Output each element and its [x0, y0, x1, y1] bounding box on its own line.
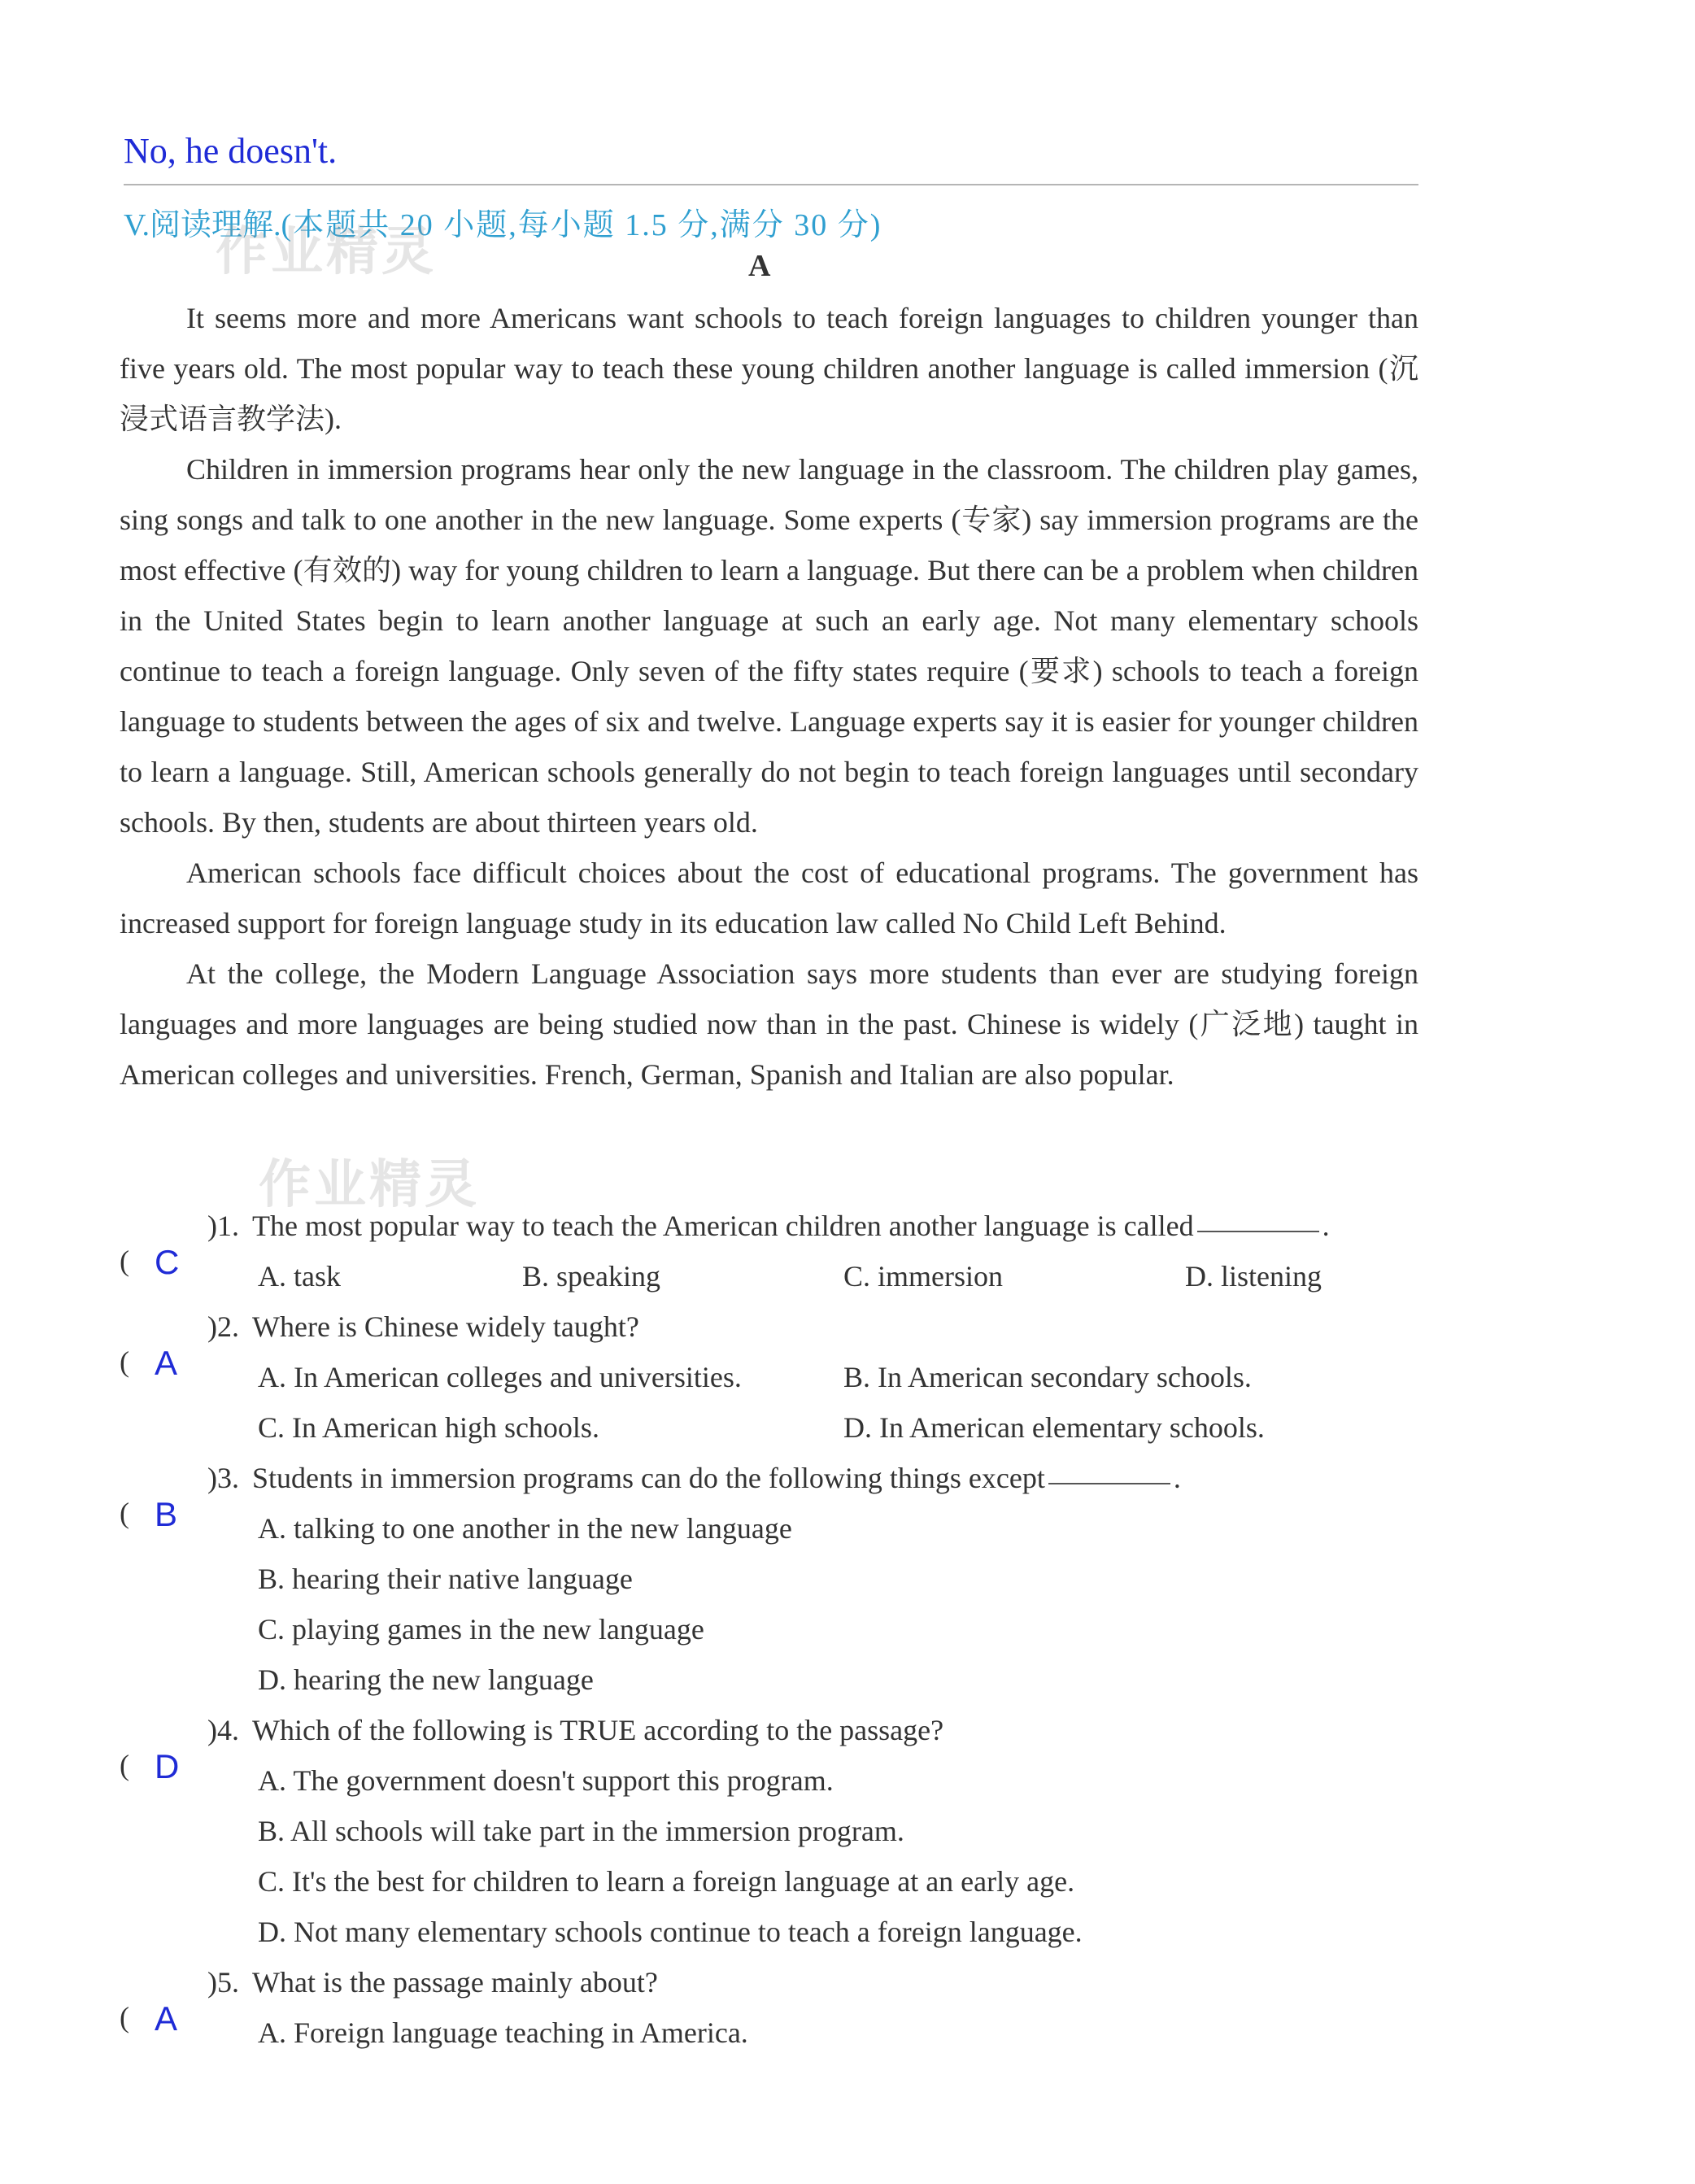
option-list — [120, 1503, 1421, 1705]
question-number: )5. — [207, 1966, 239, 1999]
paragraph: Children in immersion programs hear only the new language in the classroom. The children play games, sing songs and talk to one another in the new language. Some experts (专家) say immersion programs are the most effective (有效的) way for young children to learn a language. But there can be a problem when children in the United States begin to learn another language at such an early age. Not many elementary schools continue to teach a foreign language. Only seven of the fifty states require (要求) schools to teach a foreign language to students between the ages of six and twelve. Language experts say it is easier for younger children to learn a language. Still, American schools generally do not begin to teach foreign languages until secondary schools. By then, students are about thirteen years old. — [120, 453, 1418, 839]
option: D. hearing the new language — [258, 1663, 594, 1696]
option: A. In American colleges and universities. — [258, 1361, 742, 1393]
question-text: What is the passage mainly about? — [252, 1966, 658, 1999]
option-row — [120, 1402, 1421, 1453]
section-title: V.阅读理解. — [124, 208, 281, 242]
option-row — [120, 1352, 1421, 1402]
option: A. Foreign language teaching in America. — [258, 2016, 748, 2049]
option: C. It's the best for children to learn a foreign language at an early age. — [258, 1865, 1075, 1898]
question-list — [120, 1201, 1421, 2058]
bracket-open: ( — [120, 1497, 129, 1529]
section-subtitle: (本题共 20 小题,每小题 1.5 分,满分 30 分) — [281, 208, 882, 242]
question-text: Students in immersion programs can do the following things except — [252, 1462, 1045, 1494]
option: B. speaking — [522, 1260, 660, 1293]
bracket-open: ( — [120, 1749, 129, 1781]
option: C. immersion — [843, 1260, 1003, 1293]
option: B. hearing their native language — [258, 1563, 633, 1595]
answer-letter: C — [155, 1243, 180, 1281]
option: B. In American secondary schools. — [843, 1361, 1252, 1393]
bracket-open: ( — [120, 1245, 129, 1277]
answer-letter: B — [155, 1495, 178, 1533]
option: C. In American high schools. — [258, 1411, 599, 1444]
option: D. In American elementary schools. — [843, 1411, 1265, 1444]
question-number: )2. — [207, 1310, 239, 1343]
option: C. playing games in the new language — [258, 1613, 704, 1646]
answer-letter: D — [155, 1747, 180, 1785]
option: A. The government doesn't support this program. — [258, 1764, 834, 1797]
question-text: Which of the following is TRUE according to the passage? — [252, 1714, 944, 1746]
bracket-open: ( — [120, 1345, 129, 1378]
question-text: The most popular way to teach the American children another language is called — [252, 1210, 1194, 1242]
option-row — [120, 1251, 1421, 1301]
handwritten-answer: No, he doesn't. — [124, 131, 338, 171]
watermark: 作业精灵 — [216, 222, 437, 282]
option: B. All schools will take part in the immersion program. — [258, 1815, 904, 1847]
bracket-open: ( — [120, 2001, 129, 2034]
answer-blank — [1048, 1483, 1170, 1484]
watermark: 作业精灵 — [259, 1155, 480, 1215]
question-number: )1. — [207, 1210, 239, 1242]
question-number: )3. — [207, 1462, 239, 1494]
paragraph: At the college, the Modern Language Association says more students than ever are studying foreign languages and more languages are being studied now than in the past. Chinese is widely (广泛地) taught in American colleges and universities. French, German, Spanish and Italian are also popular. — [120, 957, 1418, 1091]
option-list — [120, 1755, 1421, 1957]
divider — [124, 184, 1418, 185]
option-list — [120, 2007, 1421, 2058]
paragraph: It seems more and more Americans want schools to teach foreign languages to children younger than five years old. The most popular way to teach these young children another language is called immersion (沉浸式语言教学法). — [120, 302, 1418, 435]
option: D. Not many elementary schools continue to teach a foreign language. — [258, 1916, 1083, 1948]
passage-label: A — [748, 249, 771, 283]
question-punct: . — [1322, 1210, 1330, 1242]
question-number: )4. — [207, 1714, 239, 1746]
answer-blank — [1197, 1231, 1319, 1232]
answer-letter: A — [155, 1999, 178, 2038]
option: D. listening — [1185, 1260, 1322, 1293]
option: A. talking to one another in the new language — [258, 1512, 792, 1545]
answer-letter: A — [155, 1344, 178, 1382]
paragraph: American schools face difficult choices about the cost of educational programs. The government has increased support for foreign language study in its education law called No Child Left Behind. — [120, 857, 1418, 939]
question-text: Where is Chinese widely taught? — [252, 1310, 639, 1343]
passage — [120, 293, 1418, 1100]
option: A. task — [258, 1260, 341, 1293]
question-punct: . — [1173, 1462, 1181, 1494]
